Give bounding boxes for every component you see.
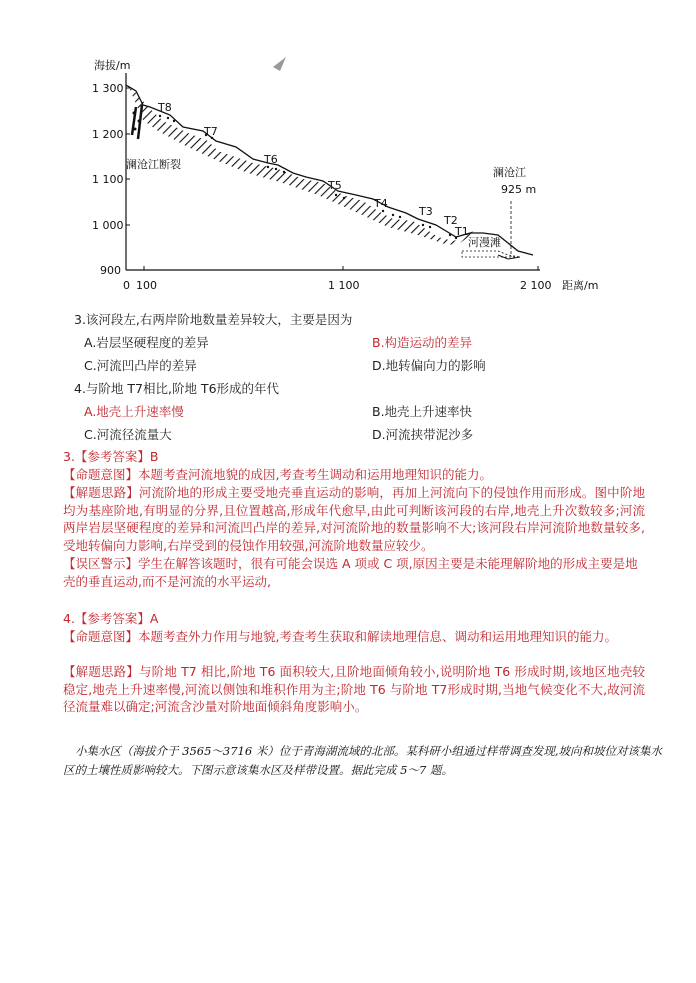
x-tick-label: 0 bbox=[123, 279, 130, 292]
gray-mark bbox=[273, 57, 286, 71]
x-tick-label: 2 100 bbox=[520, 279, 552, 292]
q4-option-c: C.河流径流量大 bbox=[84, 427, 172, 442]
terrace-label-t8: T8 bbox=[158, 101, 172, 114]
fault-zone bbox=[132, 105, 142, 139]
y-tick-label: 1 000 bbox=[92, 219, 124, 232]
terrace-label-t2: T2 bbox=[444, 214, 458, 227]
answer-3-warning: 【误区警示】学生在解答该题时，很有可能会误选 A 项或 C 项,原因主要是未能理解阶地的形成主要是地壳的垂直运动,而不是河流的水平运动, bbox=[63, 556, 638, 589]
y-tick-label: 1 300 bbox=[92, 82, 124, 95]
q3-option-c: C.河流凹凸岸的差异 bbox=[84, 358, 197, 373]
x-tick-label: 1 100 bbox=[328, 279, 360, 292]
q4-option-d: D.河流挟带泥沙多 bbox=[372, 427, 474, 442]
terrace-label-t7: T7 bbox=[204, 125, 218, 138]
terrace-label-t5: T5 bbox=[328, 179, 342, 192]
terrace-profile-figure bbox=[88, 55, 608, 300]
answer-4-analysis: 【解题思路】与阶地 T7 相比,阶地 T6 面积较大,且阶地面倾角较小,说明阶地 T6 形成时期,该地区地壳较稳定,地壳上升速率慢,河流以侧蚀和堆积作用为主;阶地 T6 与阶地 T7形成时期,当地气候变化不大,故河流径流量难以确定;河流含沙量对阶地面倾斜角度影响小。 bbox=[63, 664, 645, 714]
river-elevation-label: 925 m bbox=[501, 183, 537, 196]
q3-option-a: A.岩层坚硬程度的差异 bbox=[84, 335, 209, 350]
question-3-stem: 3.该河段左,右两岸阶地数量差异较大，主要是因为 bbox=[74, 312, 353, 327]
q4-option-b: B.地壳上升速率快 bbox=[372, 404, 473, 419]
y-axis-title: 海拔/m bbox=[94, 59, 131, 72]
river-label: 澜沧江 bbox=[493, 166, 526, 179]
answer-4-intent: 【命题意图】本题考查外力作用与地貌,考查考生获取和解读地理信息、调动和运用地理知识的能力。 bbox=[63, 629, 617, 644]
answer-4: 4.【参考答案】A bbox=[63, 611, 159, 626]
terrace-label-t3: T3 bbox=[419, 205, 433, 218]
y-tick-label: 1 200 bbox=[92, 128, 124, 141]
answer-3-intent: 【命题意图】本题考查河流地貌的成因,考查考生调动和运用地理知识的能力。 bbox=[63, 467, 492, 482]
q3-option-d: D.地转偏向力的影响 bbox=[372, 358, 486, 373]
y-tick-label: 900 bbox=[100, 264, 121, 277]
x-tick-label: 100 bbox=[136, 279, 157, 292]
q3-option-b: B.构造运动的差异 bbox=[372, 335, 473, 350]
y-tick-label: 1 100 bbox=[92, 173, 124, 186]
answer-3: 3.【参考答案】B bbox=[63, 449, 159, 464]
terrace-label-t6: T6 bbox=[264, 153, 278, 166]
question-4-stem: 4.与阶地 T7相比,阶地 T6形成的年代 bbox=[74, 381, 280, 396]
next-section-intro: 小集水区（海拔介于 3565～3716 米）位于青海湖流域的北部。某科研小组通过样带调查发现,坡向和坡位对该集水区的土壤性质影响较大。下图示意该集水区及样带设置。据此完成 5～7 题。 bbox=[63, 744, 662, 777]
floodplain-label: 河漫滩 bbox=[468, 236, 501, 249]
terrace-label-t1: T1 bbox=[455, 225, 469, 238]
terrace-label-t4: T4 bbox=[374, 197, 388, 210]
answer-3-analysis: 【解题思路】河流阶地的形成主要受地壳垂直运动的影响，再加上河流向下的侵蚀作用而形成。图中阶地均为基座阶地,有明显的分界,且位置越高,形成年代愈早,由此可判断该河段的右岸,地壳上升次数较多;河流两岸岩层坚硬程度的差异和河流凹凸岸的差异,对河流阶地的数量影响不大;该河段右岸河流阶地数量较多,受地转偏向力影响,右岸受到的侵蚀作用较强,河流阶地数量应较少。 bbox=[63, 485, 645, 553]
fault-label: 澜沧江断裂 bbox=[126, 158, 181, 171]
q4-option-a: A.地壳上升速率慢 bbox=[84, 404, 184, 419]
x-axis-title: 距离/m bbox=[562, 279, 599, 292]
ground-surface bbox=[126, 85, 533, 255]
